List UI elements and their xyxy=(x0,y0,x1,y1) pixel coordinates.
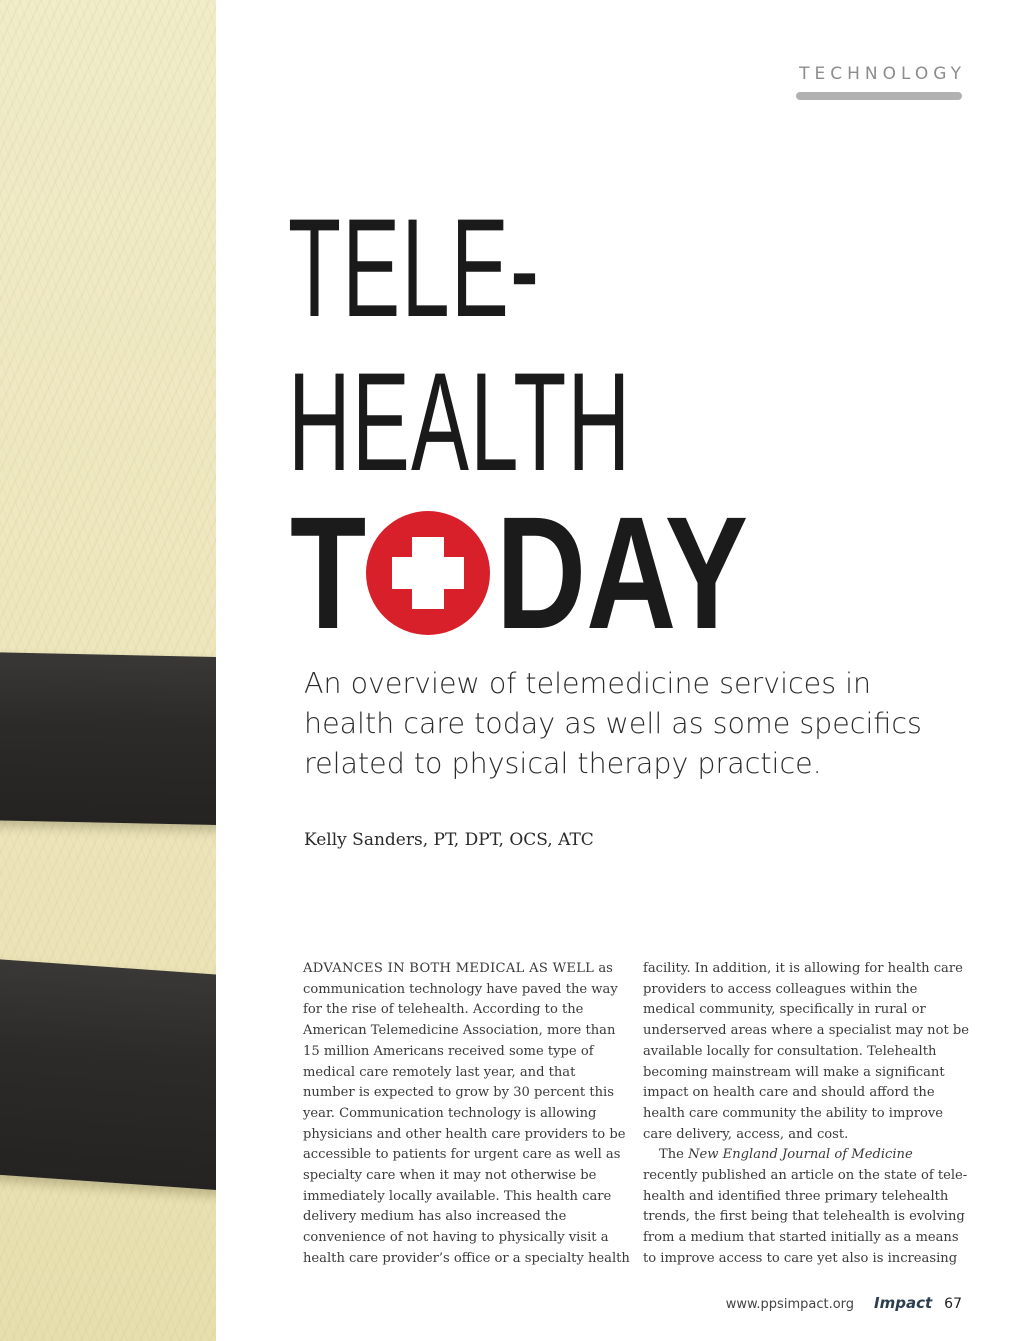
journal-title: New England Journal of Medicine xyxy=(688,1147,913,1163)
photo-black-bar-lower xyxy=(0,958,216,1191)
section-underline xyxy=(796,92,962,100)
page-footer xyxy=(726,1294,962,1312)
photo-black-bar-upper xyxy=(0,652,216,825)
article-text: recently published an article on the state of tele-health and identified three primary telehealth trends, the first being that telehealth is evolving from a medium that started initially as a means to improve access to care yet also is increasing xyxy=(643,1168,968,1266)
footer-magazine-name: Impact xyxy=(874,1294,933,1312)
title-line-3-start: T xyxy=(290,483,367,662)
article-text: as communication technology have paved the way for the rise of telehealth. According to the American Telemedicine Association, more than 15 million Americans received some type of medical care remotely last year, and that number is expected to grow by 30 percent this year. Communication technology is allowing physicians and other health care providers to be accessible to patients for urgent care as well as specialty care when it may not otherwise be immediately locally available. This health care delivery medium has also increased the convenience of not having to physically visit a health care provider’s office or a specialty health xyxy=(303,961,630,1266)
section-label: TECHNOLOGY xyxy=(799,64,966,84)
article-paragraph xyxy=(643,1145,971,1269)
article-column-right xyxy=(643,959,971,1270)
article-text: The xyxy=(659,1147,689,1163)
footer-url: www.ppsimpact.org xyxy=(725,1297,855,1312)
article-column-left xyxy=(303,959,631,1270)
title-line-3-end: DAY xyxy=(496,483,749,662)
title-line-3 xyxy=(290,483,819,662)
article-paragraph: facility. In addition, it is allowing for health care providers to access colleagues within the medical community, specifically in rural or underserved areas where a specialist may not be available locally for consultation. Telehealth becoming mainstream will make a significant impact on health care and should afford the health care community the ability to improve care delivery, access, and cost. xyxy=(643,961,970,1142)
article-lead-in: ADVANCES IN BOTH MEDICAL AS WELL xyxy=(303,961,595,976)
subtitle: An overview of telemedicine services in health care today as well as some specifics related to physical therapy practice. xyxy=(304,667,922,780)
page-number: 67 xyxy=(944,1296,962,1312)
cover-photo-strip xyxy=(0,0,216,1341)
title-line-2: HEALTH xyxy=(288,343,632,500)
byline: Kelly Sanders, PT, DPT, OCS, ATC xyxy=(304,830,594,850)
article-paragraph xyxy=(303,959,631,1270)
title-line-1: TELE- xyxy=(288,189,541,346)
red-cross-icon xyxy=(366,511,490,635)
